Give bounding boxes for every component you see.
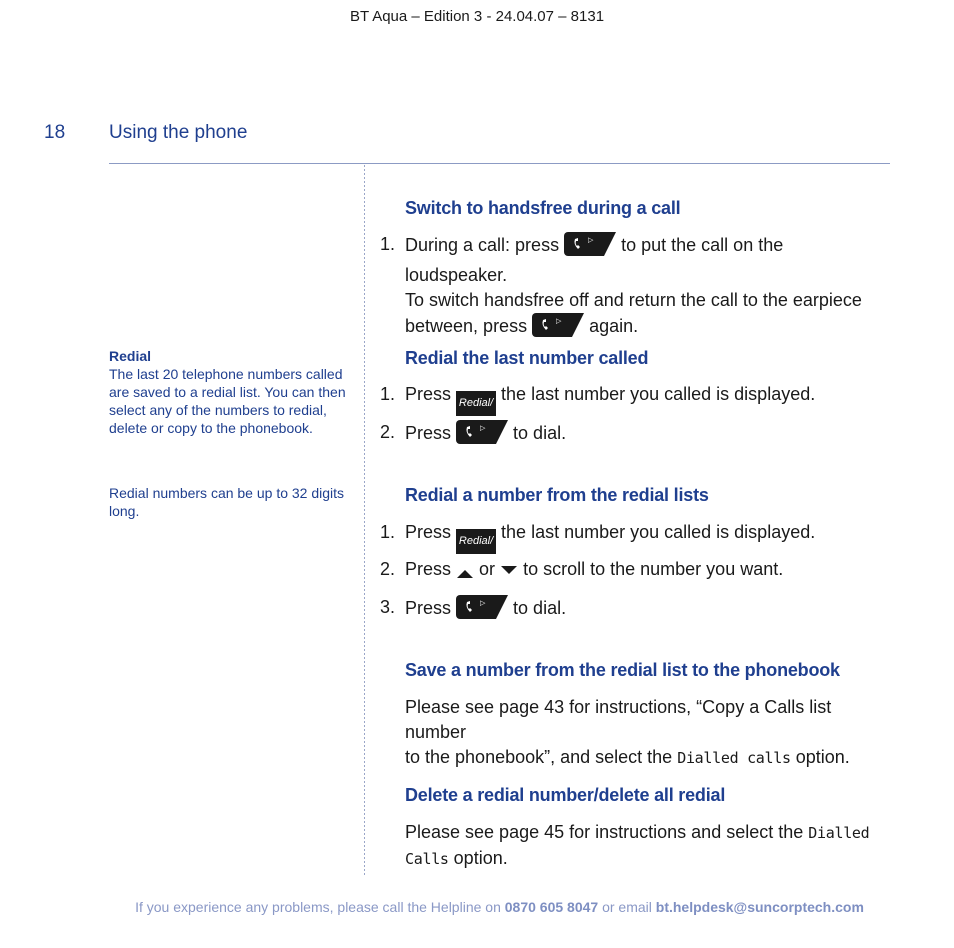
heading-handsfree: Switch to handsfree during a call — [405, 198, 681, 218]
step-text: again. — [589, 316, 639, 336]
handsfree-step — [405, 232, 885, 344]
paragraph-text: to the phonebook”, and select the — [405, 747, 673, 767]
sidebar-redial-note — [109, 347, 349, 437]
step-number: 2. — [380, 422, 396, 442]
footer-text: If you experience any problems, please call the Helpline on — [135, 899, 501, 915]
display-option-text: Calls — [405, 850, 449, 868]
header-rule — [109, 163, 890, 164]
redial-list-step-1 — [405, 520, 885, 554]
delete-paragraph — [405, 820, 885, 872]
footer-text: or email — [602, 899, 652, 915]
step-text: During a call: press — [405, 235, 560, 255]
step-number: 1. — [380, 522, 396, 542]
step-text: Press — [405, 559, 452, 579]
step-text: Press — [405, 423, 452, 443]
step-text: to put the call on the loudspeaker. — [405, 235, 784, 285]
step-text: Press — [405, 598, 452, 618]
svg-text:▷: ▷ — [480, 424, 486, 432]
redial-list-step-3 — [405, 595, 885, 626]
step-text: Press — [405, 384, 452, 404]
redial-key-icon: Redial/ — [456, 391, 496, 416]
handsfree-key-icon — [532, 313, 584, 344]
step-number: 1. — [380, 234, 396, 254]
step-text: between, press — [405, 316, 528, 336]
paragraph-text: Please see page 45 for instructions and select the — [405, 822, 804, 842]
step-text: Press — [405, 522, 452, 542]
step-number: 1. — [380, 384, 396, 404]
heading-redial-list: Redial a number from the redial lists — [405, 485, 709, 505]
page-number: 18 — [44, 122, 66, 143]
display-option-text: Dialled calls — [677, 749, 791, 767]
section-title: Using the phone — [109, 122, 248, 143]
heading-redial-last: Redial the last number called — [405, 348, 649, 368]
handsfree-key-icon — [456, 420, 508, 451]
helpline-phone: 0870 605 8047 — [504, 899, 599, 915]
save-paragraph — [405, 695, 885, 771]
redial-key-icon: Redial/ — [456, 529, 496, 554]
column-divider — [364, 165, 365, 877]
heading-delete: Delete a redial number/delete all redial — [405, 785, 726, 805]
down-arrow-icon — [500, 558, 518, 583]
paragraph-text: option. — [795, 747, 850, 767]
svg-text:▷: ▷ — [480, 599, 486, 607]
svg-text:▷: ▷ — [556, 317, 562, 325]
step-text: To switch handsfree off and return the call to the earpiece — [405, 290, 862, 310]
step-text: the last number you called is displayed. — [501, 384, 816, 404]
heading-save: Save a number from the redial list to the phonebook — [405, 660, 840, 680]
step-text: to dial. — [513, 598, 567, 618]
handsfree-key-icon — [564, 232, 616, 263]
redial-last-step-1 — [405, 382, 885, 416]
handsfree-key-icon — [456, 595, 508, 626]
paragraph-text: Please see page 43 for instructions, “Copy a Calls list number — [405, 697, 832, 742]
helpdesk-email: bt.helpdesk@suncorptech.com — [655, 899, 864, 915]
paragraph-text: option. — [453, 848, 508, 868]
redial-last-step-2 — [405, 420, 885, 451]
step-text: or — [479, 559, 496, 579]
step-text: the last number you called is displayed. — [501, 522, 816, 542]
up-arrow-icon — [456, 562, 474, 587]
step-text: to dial. — [513, 423, 567, 443]
step-number: 3. — [380, 597, 396, 617]
sidebar-digits-note: Redial numbers can be up to 32 digits long. — [109, 485, 345, 519]
sidebar-redial-text: The last 20 telephone numbers called are saved to a redial list. You can then select any of the numbers to redial, delete or copy to the phonebook. — [109, 366, 346, 436]
svg-text:▷: ▷ — [588, 236, 594, 244]
helpline-footer — [0, 899, 954, 915]
edition-line: BT Aqua – Edition 3 - 24.04.07 – 8131 — [349, 8, 605, 25]
step-number: 2. — [380, 559, 396, 579]
redial-list-step-2 — [405, 557, 885, 587]
step-text: to scroll to the number you want. — [523, 559, 784, 579]
display-option-text: Dialled — [808, 824, 870, 842]
sidebar-redial-heading: Redial — [109, 348, 152, 364]
